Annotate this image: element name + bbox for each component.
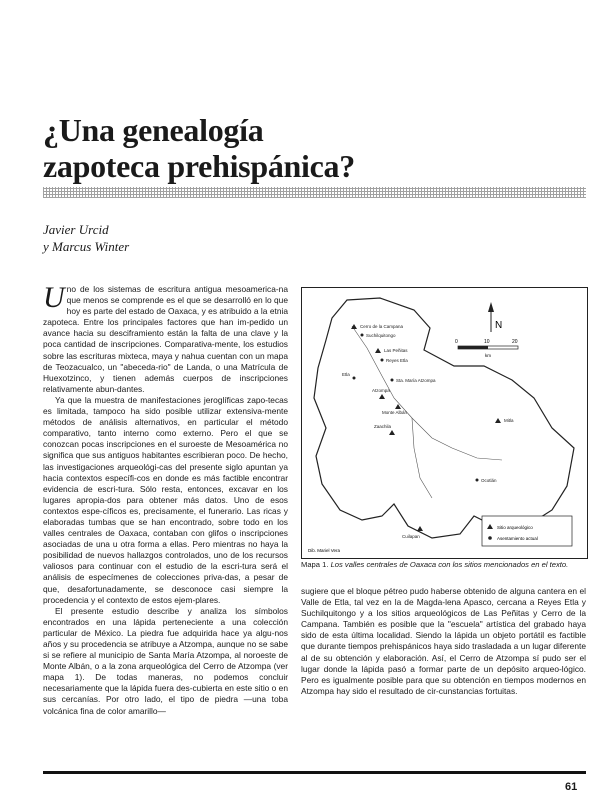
caption-text: Los valles centrales de Oaxaca con los sitios mencionados en el texto.	[330, 560, 569, 569]
paragraph-1: Uno de los sistemas de escritura antigua mesoamerica-na que menos se comprende es el que se desarrolló en lo que hoy es parte del estado de Oaxaca, y es atribuido a la etnia zapoteca. Entre los principales factores que han im-pedido un avance hacia su desciframiento están la falta de una clave y la poca cantidad de inscripciones. Comparativa-mente, los estudios sobre las escrituras mixteca, maya y nahua cuentan con un mapa de Teozacualco, un "abeceda-rio" de Landa, o una Matrícula de Huexotzinco, y tienen además cuerpos de inscripciones relativamente abun-dantes.	[43, 281, 288, 394]
svg-text:Cuilapan: Cuilapan	[402, 534, 420, 539]
svg-text:Las Peñitas: Las Peñitas	[384, 348, 408, 353]
svg-text:Sta. María Atzompa: Sta. María Atzompa	[396, 378, 436, 383]
article-title	[43, 112, 463, 184]
map-legend	[482, 516, 572, 546]
scale-bar	[455, 339, 518, 358]
author-2: y Marcus Winter	[43, 239, 130, 254]
svg-text:Monte Albán: Monte Albán	[382, 410, 408, 415]
footer-rule	[43, 771, 586, 774]
page-number: 61	[565, 781, 578, 793]
svg-text:10: 10	[484, 339, 490, 345]
column-right	[301, 586, 586, 766]
svg-text:Cerro de la Campana: Cerro de la Campana	[360, 324, 404, 329]
oaxaca-valleys-map	[302, 288, 587, 558]
svg-text:Atzompa: Atzompa	[372, 388, 390, 393]
author-1: Javier Urcid	[43, 222, 109, 237]
site-mitla	[495, 418, 514, 423]
site-las-penitas	[375, 348, 408, 353]
site-zaachila	[374, 424, 395, 435]
site-reyes-etla	[381, 358, 409, 363]
svg-text:Reyes Etla: Reyes Etla	[386, 358, 408, 363]
valley-outline	[314, 298, 574, 538]
site-sta-maria-atzompa	[391, 378, 437, 383]
site-atzompa	[372, 388, 390, 399]
title-divider	[43, 187, 586, 198]
title-line-2: zapoteca prehispánica?	[43, 148, 355, 184]
site-ocotlan	[476, 478, 498, 483]
svg-text:Suchilquitongo: Suchilquitongo	[366, 333, 396, 338]
title-line-1: ¿Una genealogía	[43, 112, 264, 148]
svg-text:0: 0	[455, 339, 458, 345]
svg-text:Mitla: Mitla	[504, 418, 514, 423]
drop-cap: U	[43, 281, 65, 314]
svg-text:Etla: Etla	[342, 372, 350, 377]
paragraph-2: Ya que la muestra de manifestaciones jeroglíficas zapo-tecas es limitada, tampoco ha sido posible utilizar extensiva-mente métodos de análisis alternativos, en particular el método comparativo, tanto interno como externo. Pero el que se conozcan pocas inscripciones en el suroeste de Mesoamérica no significa que sus antiguos habitantes escribieran poco. De hecho, las investigaciones arqueológi-cas del presente siglo apuntan ya hacia contextos específi-cos en donde es más factible encontrar evidencia de escri-tura. Sólo resta, entonces, excavar en los lugares apropia-dos para obtener más datos. Uno de esos contextos espe-cíficos es, precisamente, el funerario. Las ricas y elaboradas tumbas que se han encontrado, sobre todo en los valles centrales de Oaxaca, contaban con glifos o inscripciones asociadas de una u otra forma a ellas. Pero mientras no haya la posibilidad de nuevos hallazgos controlados, uno de los recursos valiosos para continuar con el estudio de la escri-tura será el análisis de especímenes de colecciones priva-das, a pesar de que, desafortunadamente, se desconoce casi siempre la procedencia y el contexto de estos ejem-plares.	[43, 394, 288, 605]
svg-text:km: km	[485, 353, 491, 358]
paragraph-4: sugiere que el bloque pétreo pudo haberse obtenido de alguna cantera en el Valle de Etla, tal vez en la de Magda-lena Apasco, cercana a Reyes Etla y Suchilquitongo y a los sitios arqueológicos de Las Peñitas y Cerro de la Campana. También es posible que la "escuela" artística del grabado haya sido de esta última localidad. Siendo la lápida un objeto portátil es factible que durante tiempos prehispánicos haya sido trasladada a un lugar diferente al de su obtención y elaboración. Así, el Cerro de Atzompa sí pudo ser el lugar donde la lápida pasó a formar parte de un depósito arqueo-lógico. Pero es igualmente posible para que su obtención en tiempos modernos en Atzompa hay sido el resultado de cir-cunstancias fortuitas.	[301, 586, 586, 696]
svg-text:Zaachila: Zaachila	[374, 424, 392, 429]
map-credit: Dib. Mariel Vera	[308, 548, 341, 553]
site-monte-alban	[382, 404, 408, 415]
north-arrow	[488, 302, 502, 332]
map-figure	[301, 287, 588, 559]
svg-text:Asentamiento actual: Asentamiento actual	[497, 536, 538, 541]
site-etla	[342, 372, 356, 380]
paragraph-3: El presente estudio describe y analiza los símbolos encontrados en una lápida perteneciente a una colección particular de México. La piedra fue adquirida hace ya algu-nos años y su procedencia se atribuye a Atzompa, aunque no se sabe si se refiere al municipio de Santa María Atzompa, al noroeste de Monte Albán, o a la zona arqueológica del Cerro de Atzompa (ver mapa 1). De todas maneras, no podemos concluir necesariamente que la lápida fuera des-cubierta en este sitio o en sus cercanías. Por otro lado, el tipo de piedra —una toba volcánica fina de color amarillo—	[43, 605, 288, 716]
site-cerro-campana	[351, 324, 404, 329]
map-caption	[301, 560, 586, 570]
svg-text:Sitio arqueológico: Sitio arqueológico	[497, 525, 533, 530]
column-left	[43, 281, 288, 764]
svg-text:20: 20	[512, 339, 518, 345]
caption-label: Mapa 1.	[301, 560, 329, 569]
svg-text:Ocotlán: Ocotlán	[481, 478, 497, 483]
river-branch	[412, 418, 432, 498]
svg-text:N: N	[495, 320, 503, 331]
site-suchilquitongo	[361, 333, 397, 338]
